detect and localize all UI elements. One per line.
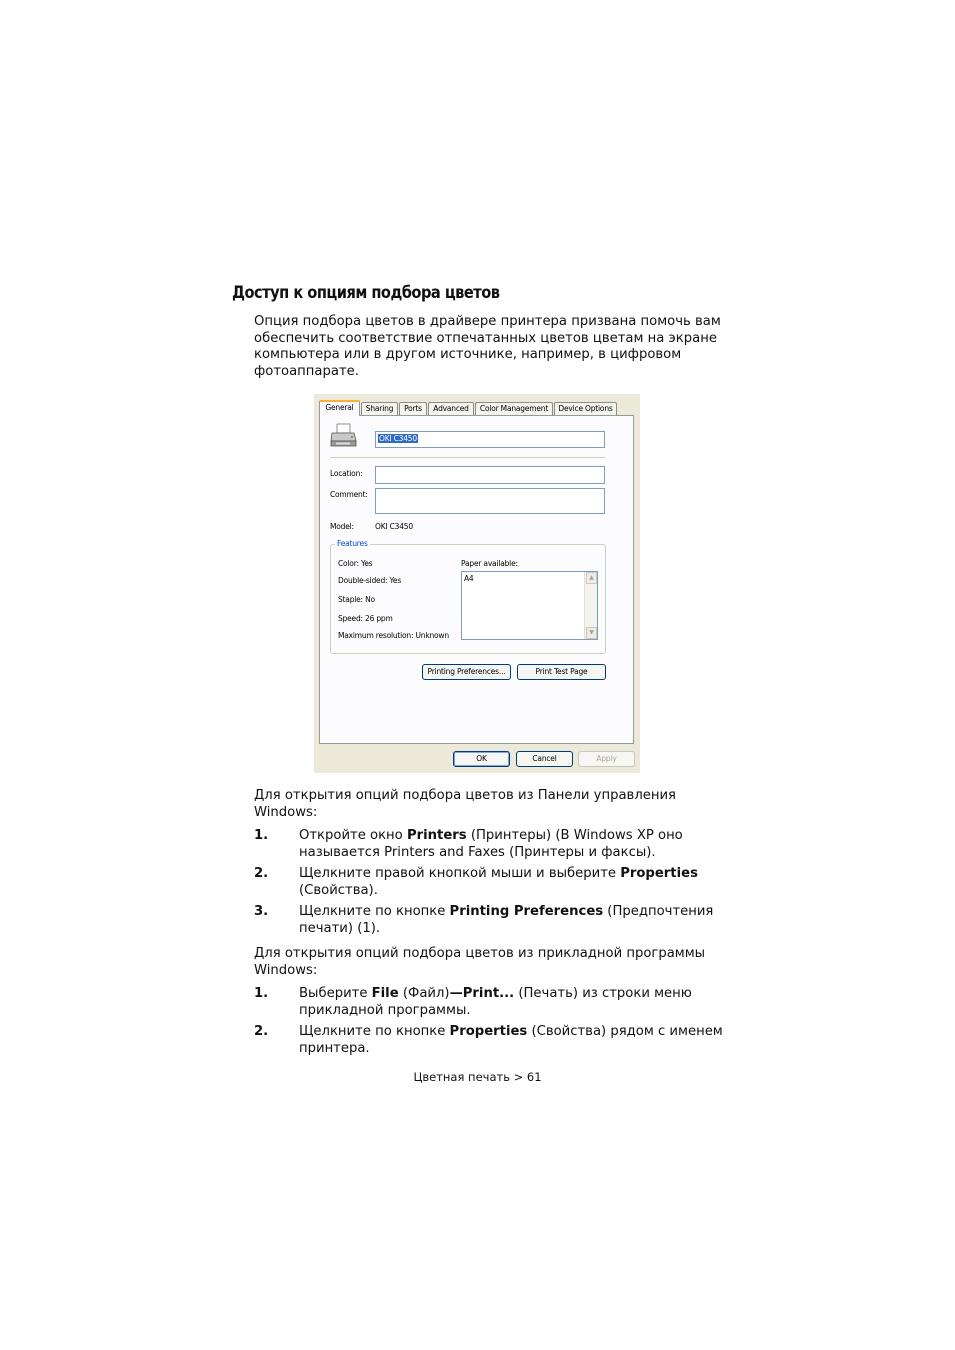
tab-general[interactable]: General (319, 400, 360, 416)
app-steps (254, 986, 724, 1063)
printer-properties-dialog (314, 394, 640, 773)
model-value: OKI C3450 (375, 522, 413, 531)
step-keyword: Properties (449, 1024, 528, 1040)
scroll-down-arrow-icon[interactable]: ▼ (586, 627, 597, 639)
feature-speed: Speed: 26 ppm (338, 614, 393, 623)
location-label: Location: (330, 469, 363, 478)
list-item (254, 828, 724, 861)
features-legend: Features (337, 539, 368, 548)
step-number: 3. (254, 904, 269, 920)
page-footer: Цветная печать > 61 (413, 1070, 542, 1084)
printing-preferences-button[interactable]: Printing Preferences... (422, 664, 511, 680)
tab-color-management[interactable]: Color Management (475, 402, 553, 415)
tab-sharing[interactable]: Sharing (361, 402, 398, 415)
step-text: Щелкните по кнопке (299, 1024, 450, 1040)
features-group (330, 539, 606, 654)
printer-icon (330, 423, 358, 449)
printer-name-input[interactable]: OKI C3450 (375, 431, 605, 448)
general-tab-panel (319, 415, 634, 744)
section-heading: Доступ к опциям подбора цветов (232, 283, 500, 303)
step-keyword: Properties (620, 866, 698, 882)
step-keyword: —Print... (449, 986, 515, 1001)
scroll-up-arrow-icon[interactable]: ▲ (586, 572, 597, 584)
app-intro: Для открытия опций подбора цветов из прикладной программы Windows: (254, 946, 706, 978)
comment-input[interactable] (375, 488, 605, 514)
ok-button[interactable]: OK (453, 751, 510, 767)
list-item (254, 904, 724, 937)
location-input[interactable] (375, 466, 605, 484)
list-item (254, 1024, 724, 1057)
feature-double-sided: Double-sided: Yes (338, 576, 402, 585)
step-keyword: Printing Preferences (449, 904, 604, 920)
intro-paragraph: Опция подбора цветов в драйвере принтера призвана помочь вам обеспечить соответствие отпечатанных цветов цветам на экране компьютера или в другом источнике, например, в цифровом фотоаппарате. (254, 314, 721, 379)
step-number: 2. (254, 1024, 269, 1040)
cancel-button[interactable]: Cancel (516, 751, 573, 767)
tab-ports[interactable]: Ports (399, 402, 427, 415)
comment-label: Comment: (330, 490, 368, 499)
step-text: (Принтеры) (В Windows XP оно называется Printers and Faxes (Принтеры и факсы). (299, 828, 683, 860)
feature-max-resolution: Maximum resolution: Unknown (338, 631, 449, 640)
divider (330, 457, 605, 458)
feature-staple: Staple: No (338, 595, 375, 604)
step-number: 1. (254, 986, 269, 1001)
print-test-page-button[interactable]: Print Test Page (517, 664, 606, 680)
feature-color: Color: Yes (338, 559, 373, 568)
step-text: (Печать) из строки меню прикладной программы. (299, 986, 692, 1018)
control-panel-intro: Для открытия опций подбора цветов из Панели управления Windows: (254, 788, 676, 820)
paper-item[interactable]: A4 (464, 574, 474, 583)
step-keyword: Printers (406, 828, 467, 843)
control-panel-steps (254, 828, 724, 944)
paper-list[interactable] (461, 571, 598, 640)
step-text: (Файл) (398, 986, 450, 1001)
step-number: 1. (254, 828, 269, 843)
apply-button[interactable]: Apply (578, 751, 635, 767)
tab-advanced[interactable]: Advanced (428, 402, 474, 415)
model-label: Model: (330, 522, 354, 531)
list-item (254, 986, 724, 1019)
step-text: (Свойства) рядом с именем принтера. (299, 1024, 723, 1056)
list-item (254, 866, 724, 899)
step-text: (Свойства). (299, 882, 378, 898)
paper-available-label: Paper available: (461, 559, 518, 568)
step-text: Щелкните правой кнопкой мыши и выберите (299, 866, 621, 882)
step-keyword: File (371, 986, 399, 1001)
step-text: Щелкните по кнопке (299, 904, 450, 920)
step-text: Откройте окно (299, 828, 407, 843)
step-text: Выберите (299, 986, 372, 1001)
paper-list-scrollbar[interactable] (584, 572, 597, 639)
step-text: (Предпочтения печати) (1). (299, 904, 714, 936)
step-number: 2. (254, 866, 269, 882)
tab-device-options[interactable]: Device Options (554, 402, 617, 415)
